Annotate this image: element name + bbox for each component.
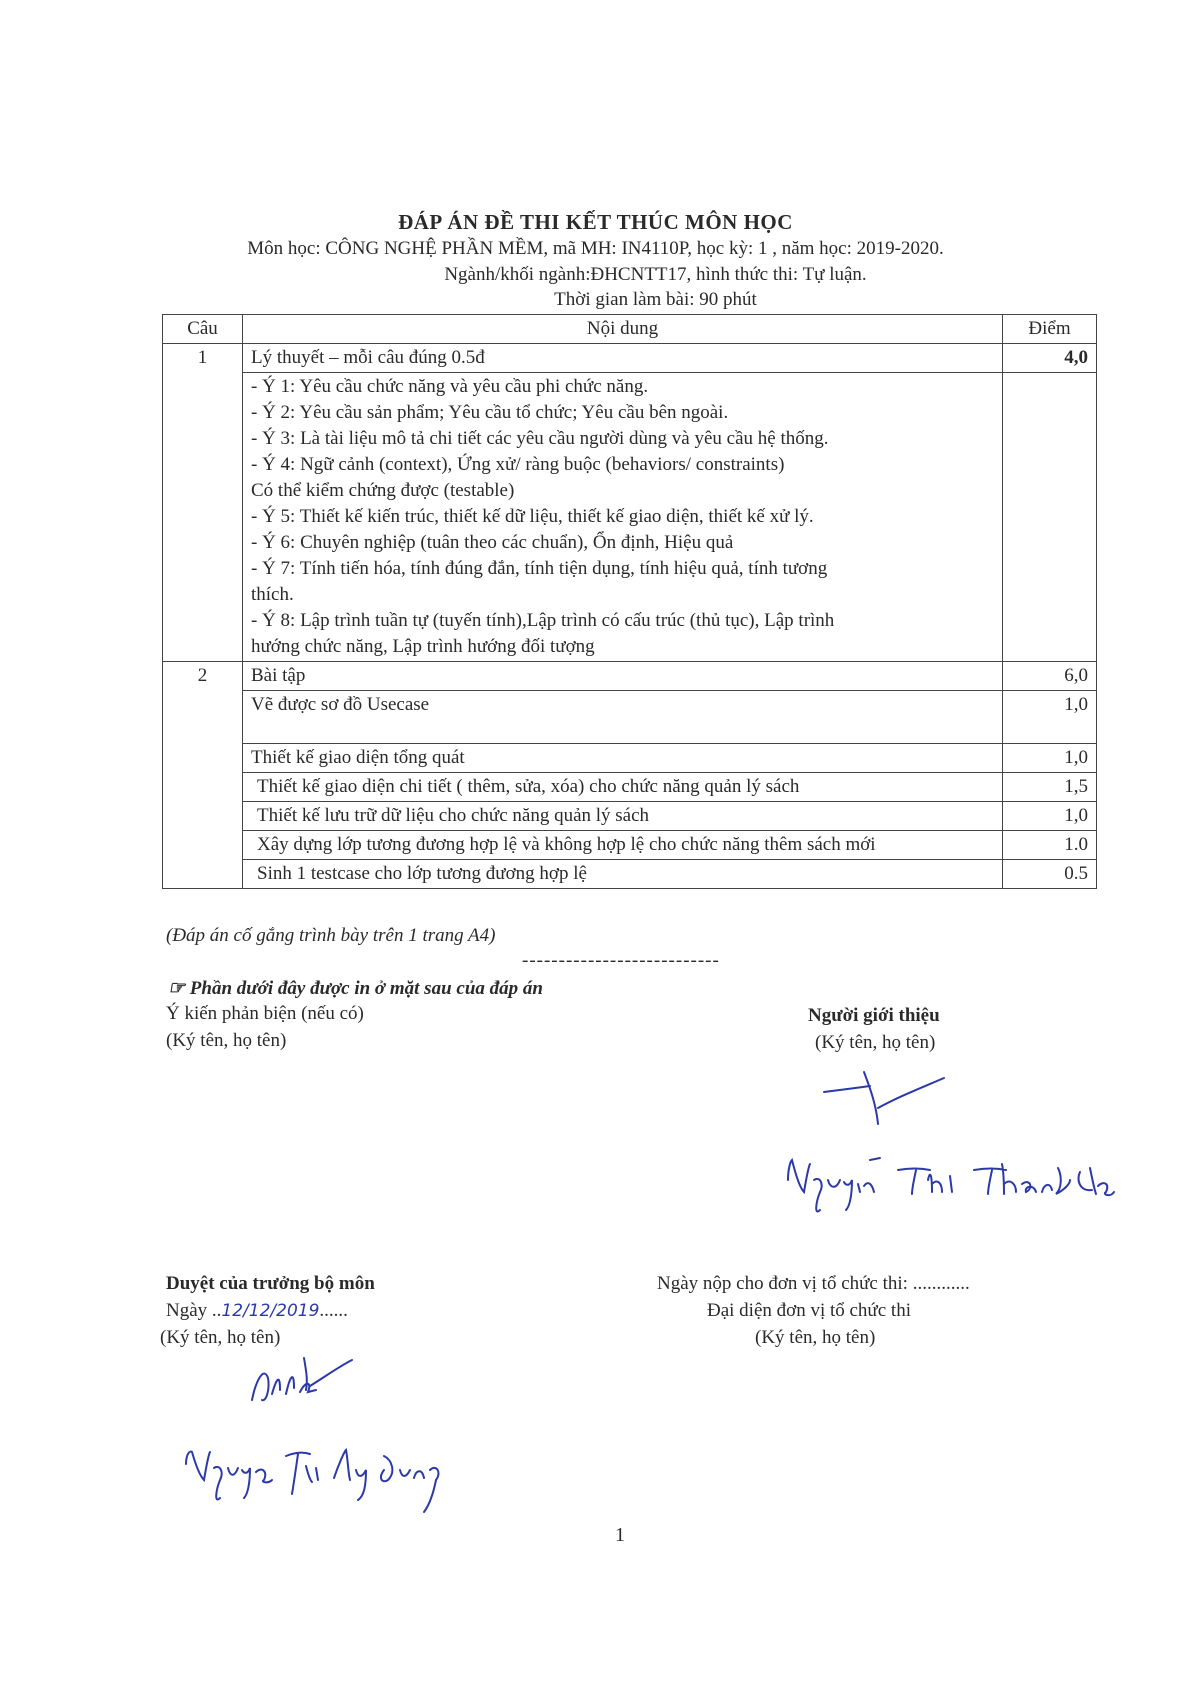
- introducer-name-handwritten: [780, 1140, 1120, 1230]
- answer-line: - Ý 4: Ngữ cảnh (context), Ứng xử/ ràng buộc (behaviors/ constraints): [251, 454, 785, 475]
- layout-note: (Đáp án cố gắng trình bày trên 1 trang A4): [166, 925, 496, 946]
- q2-item-points: 1,0: [1003, 691, 1097, 744]
- q2-item: Xây dựng lớp tương đương hợp lệ và không hợp lệ cho chức năng thêm sách mới: [243, 831, 1003, 860]
- answer-line: - Ý 6: Chuyên nghiệp (tuân theo các chuẩn), Ổn định, Hiệu quả: [251, 532, 734, 553]
- table-row: [163, 802, 1097, 831]
- approval-label: Duyệt của trưởng bộ môn: [166, 1273, 375, 1294]
- table-row: [163, 662, 1097, 691]
- q2-item-points: 1.0: [1003, 831, 1097, 860]
- reviewer-label: Ý kiến phản biện (nếu có): [166, 1003, 364, 1024]
- submission-date-label: Ngày nộp cho đơn vị tổ chức thi: ............: [657, 1273, 970, 1294]
- answer-line: - Ý 8: Lập trình tuần tự (tuyến tính),Lập trình có cấu trúc (thủ tục), Lập trình: [251, 610, 835, 631]
- q2-item: Thiết kế giao diện tổng quát: [243, 744, 1003, 773]
- question-number: 2: [163, 662, 243, 889]
- q2-heading: Bài tập: [243, 662, 1003, 691]
- q2-item: Thiết kế giao diện chi tiết ( thêm, sửa, xóa) cho chức năng quản lý sách: [243, 773, 1003, 802]
- answer-line: - Ý 7: Tính tiến hóa, tính đúng đắn, tính tiện dụng, tính hiệu quả, tính tương: [251, 558, 828, 579]
- introducer-signature: [820, 1068, 950, 1128]
- submission-rep-label: Đại diện đơn vị tổ chức thi: [707, 1300, 911, 1321]
- time-line: Thời gian làm bài: 90 phút: [554, 289, 757, 310]
- reviewer-sign-label: (Ký tên, họ tên): [166, 1030, 287, 1051]
- submission-sign-label: (Ký tên, họ tên): [755, 1327, 876, 1348]
- q1-points: 4,0: [1003, 344, 1097, 373]
- answer-line: - Ý 5: Thiết kế kiến trúc, thiết kế dữ liệu, thiết kế giao diện, thiết kế xử lý.: [251, 506, 814, 527]
- introducer-sign-label: (Ký tên, họ tên): [815, 1032, 936, 1053]
- subject-line: Môn học: CÔNG NGHỆ PHẦN MỀM, mã MH: IN4110P, học kỳ: 1 , năm học: 2019-2020.: [247, 238, 944, 259]
- table-row: [163, 744, 1097, 773]
- table-row: [163, 831, 1097, 860]
- table-row: [163, 860, 1097, 889]
- table-row: [163, 344, 1097, 373]
- table-row: [163, 773, 1097, 802]
- approver-signature: [246, 1350, 356, 1410]
- answer-line: - Ý 1: Yêu cầu chức năng và yêu cầu phi chức năng.: [251, 376, 649, 397]
- q2-item-points: 0.5: [1003, 860, 1097, 889]
- approval-date: [166, 1300, 348, 1322]
- page-number: 1: [615, 1524, 625, 1546]
- approver-name-handwritten: [178, 1430, 478, 1520]
- question-number: 1: [163, 344, 243, 662]
- q2-points: 6,0: [1003, 662, 1097, 691]
- col-points: Điểm: [1003, 315, 1097, 344]
- major-line: Ngành/khối ngành:ĐHCNTT17, hình thức thi: Tự luận.: [444, 264, 867, 285]
- table-row: [163, 691, 1097, 744]
- col-content: Nội dung: [243, 315, 1003, 344]
- empty-points-cell: [1003, 373, 1097, 662]
- answer-line: thích.: [251, 584, 294, 605]
- back-side-heading: ☞ Phần dưới đây được in ở mặt sau của đáp án: [168, 978, 543, 999]
- q1-heading: Lý thuyết – mỗi câu đúng 0.5đ: [243, 344, 1003, 373]
- answer-line: - Ý 3: Là tài liệu mô tả chi tiết các yêu cầu người dùng và yêu cầu hệ thống.: [251, 428, 829, 449]
- table-header-row: [163, 315, 1097, 344]
- q2-item-points: 1,0: [1003, 744, 1097, 773]
- q2-item: Thiết kế lưu trữ dữ liệu cho chức năng quản lý sách: [243, 802, 1003, 831]
- q1-answers: [243, 373, 1003, 662]
- separator-line: ---------------------------: [522, 950, 720, 971]
- date-prefix: Ngày ..: [166, 1300, 222, 1321]
- col-question: Câu: [163, 315, 243, 344]
- approval-sign-label: (Ký tên, họ tên): [160, 1327, 281, 1348]
- answer-line: - Ý 2: Yêu cầu sản phẩm; Yêu cầu tổ chức; Yêu cầu bên ngoài.: [251, 402, 729, 423]
- date-value: 12/12/2019: [221, 1301, 320, 1321]
- q2-item-points: 1,0: [1003, 802, 1097, 831]
- document-title: ĐÁP ÁN ĐỀ THI KẾT THÚC MÔN HỌC: [398, 210, 793, 234]
- answer-line: hướng chức năng, Lập trình hướng đối tượng: [251, 636, 595, 657]
- answer-line: Có thể kiểm chứng được (testable): [251, 480, 515, 501]
- introducer-label: Người giới thiệu: [808, 1005, 940, 1026]
- answer-table: [162, 314, 1097, 889]
- date-suffix: ......: [319, 1300, 348, 1321]
- q2-item: Vẽ được sơ đồ Usecase: [243, 691, 1003, 744]
- q2-item: Sinh 1 testcase cho lớp tương đương hợp lệ: [243, 860, 1003, 889]
- q2-item-points: 1,5: [1003, 773, 1097, 802]
- table-row: [163, 373, 1097, 662]
